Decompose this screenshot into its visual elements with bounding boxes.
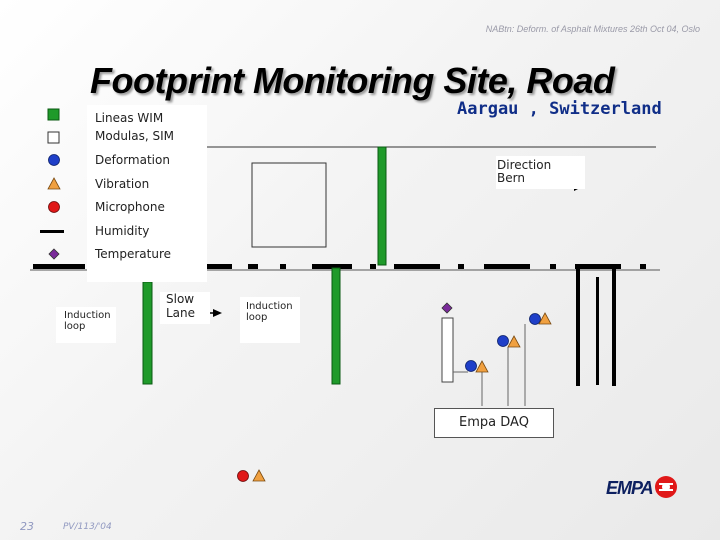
slow-lane-arrow-head bbox=[213, 309, 222, 317]
legend-label-deformation: Deformation bbox=[95, 153, 170, 167]
daq-box: Empa DAQ bbox=[434, 408, 554, 438]
deformation-sensor-circle bbox=[498, 336, 509, 347]
header-reference: NABtn: Deform. of Asphalt Mixtures 26th Oct 04, Oslo bbox=[485, 24, 700, 34]
legend-label-humidity: Humidity bbox=[95, 224, 150, 238]
slow-lane-label-line2: Lane bbox=[166, 306, 196, 320]
vibration-legend-icon bbox=[48, 178, 60, 189]
legend-label-vibration: Vibration bbox=[95, 177, 150, 191]
wim-legend-icon bbox=[48, 109, 59, 120]
direction-label-line1: Direction bbox=[497, 158, 552, 172]
deformation-sensor-circle bbox=[530, 314, 541, 325]
vibration-sensor-triangle bbox=[508, 336, 520, 347]
humidity-sensor-bar bbox=[612, 268, 616, 386]
empa-logo bbox=[606, 474, 686, 502]
direction-label-line2: Bern bbox=[497, 171, 525, 185]
temperature-legend-icon bbox=[49, 249, 59, 259]
humidity-sensor-bar bbox=[576, 268, 580, 386]
wim-sensor-bar bbox=[378, 147, 386, 265]
legend-label-temperature: Temperature bbox=[95, 247, 172, 261]
legend-label-wim: Lineas WIM bbox=[95, 111, 164, 125]
induction-loop-label-left: Induction loop bbox=[56, 307, 116, 343]
page-subtitle: Aargau , Switzerland bbox=[457, 99, 662, 119]
deformation-sensor-circle bbox=[466, 361, 477, 372]
wim-sensor-bar bbox=[332, 268, 340, 384]
microphone-legend-icon bbox=[49, 202, 60, 213]
legend-label-microphone: Microphone bbox=[95, 200, 165, 214]
temperature-sensor-diamond bbox=[442, 303, 452, 313]
sim-sensor bbox=[442, 318, 453, 382]
induction-loop-label-right: Induction loop bbox=[240, 297, 300, 343]
page-number: 23 bbox=[20, 520, 34, 533]
sim-legend-icon bbox=[48, 132, 59, 143]
humidity-sensor-bar bbox=[596, 277, 599, 385]
footer-date: PV/113/'04 bbox=[63, 522, 112, 532]
legend-label-sim: Modulas, SIM bbox=[95, 129, 174, 143]
humidity-legend-icon bbox=[40, 230, 64, 233]
wim-sensor-bar bbox=[143, 282, 152, 384]
slow-lane-label-line1: Slow bbox=[166, 292, 195, 306]
vibration-sensor-triangle bbox=[253, 470, 265, 481]
direction-label bbox=[496, 156, 585, 189]
induction-loop-outline bbox=[252, 163, 326, 247]
microphone-sensor-circle bbox=[238, 471, 249, 482]
legend-symbols bbox=[40, 109, 64, 259]
deformation-legend-icon bbox=[49, 155, 60, 166]
vibration-sensor-triangle bbox=[476, 361, 488, 372]
page-title: Footprint Monitoring Site, Road bbox=[90, 60, 615, 101]
empa-logo-text: EMPA bbox=[606, 478, 653, 498]
slow-lane-label bbox=[160, 292, 210, 324]
